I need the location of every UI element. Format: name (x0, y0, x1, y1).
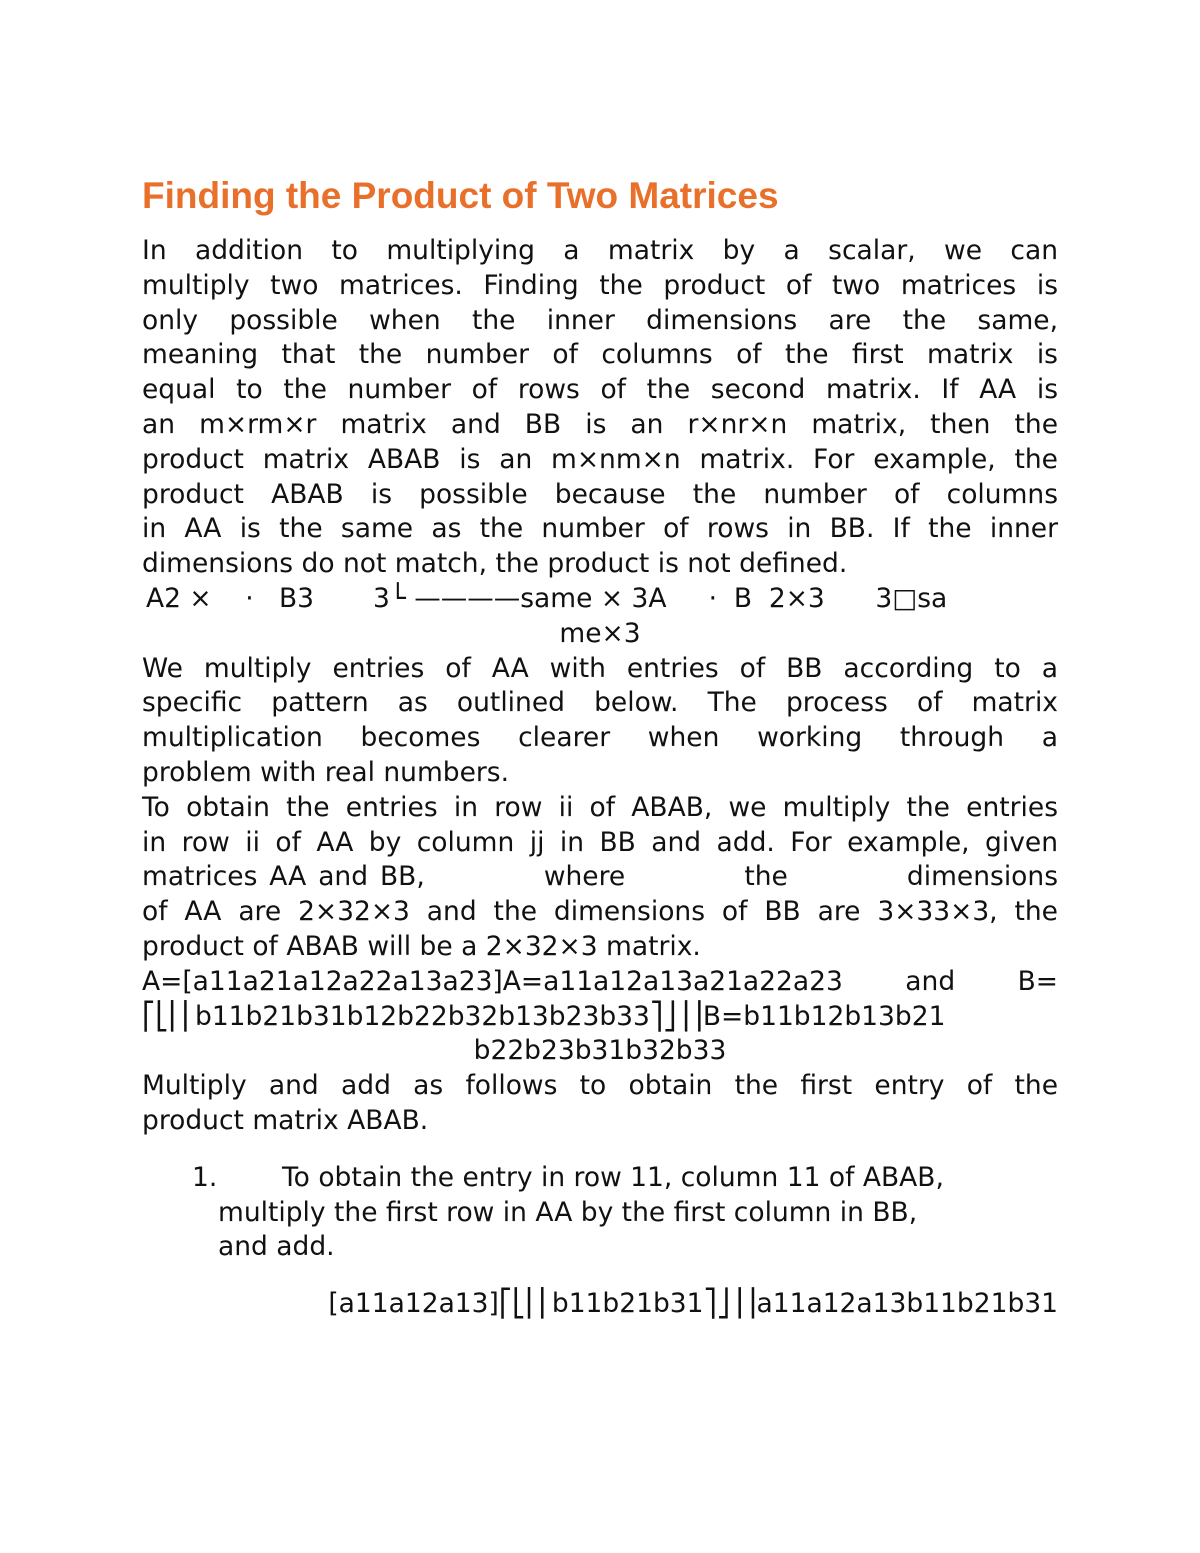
text-line: b22b23b31b32b33 (473, 1035, 727, 1067)
text-line: only possible when the inner dimensions are the same, (142, 304, 1058, 336)
text-line: product of ABAB will be a 2×32×3 matrix. (142, 930, 701, 962)
text-line: product matrix ABAB is an m×nm×n matrix. For example, the (142, 443, 1058, 475)
text-line: dimensions do not match, the product is not defined. (142, 548, 848, 580)
numbered-list (142, 1161, 1058, 1265)
text-line: in AA is the same as the number of rows in BB. If the inner (142, 513, 1058, 545)
text-line: Multiply and add as follows to obtain the first entry of the (142, 1070, 1058, 1102)
row-column-formula: [a11a12a13]⎡⎣⎢⎢b11b21b31⎤⎦⎥⎥a11a12a13b11b21b31 (328, 1288, 1058, 1320)
text-line: an m×rm×r matrix and BB is an r×nr×n matrix, then the (142, 408, 1058, 440)
text-line: In addition to multiplying a matrix by a scalar, we can (142, 235, 1058, 266)
document-page (142, 170, 1058, 1322)
multiply-paragraph (142, 1069, 1058, 1139)
intro-paragraph (142, 234, 1058, 582)
text-line: specific pattern as outlined below. The process of matrix (142, 687, 1058, 719)
text-line: A2 × · B3 3└ ————same × 3A · B 2×3 3□sa (146, 582, 948, 614)
text-line: To obtain the entries in row ii of ABAB, we multiply the entries (142, 791, 1058, 823)
text-line: in row ii of AA by column jj in BB and add. For example, given (142, 826, 1058, 858)
text-line: problem with real numbers. (142, 756, 510, 788)
list-number: 1. (192, 1161, 218, 1193)
list-text: To obtain the entry in row 11, column 11 of ABAB, (282, 1161, 944, 1193)
list-text: multiply the first row in AA by the first column in BB, (218, 1196, 918, 1228)
text-line: me×3 (559, 617, 641, 649)
text-line: of AA are 2×32×3 and the dimensions of BB are 3×33×3, the (142, 896, 1058, 928)
entries-paragraph (142, 791, 1058, 965)
page-title: Finding the Product of Two Matrices (142, 175, 779, 216)
text-line: ⎡⎣⎢⎢b11b21b31b12b22b32b13b23b33⎤⎦⎥⎥B=b11b12b13b21 (142, 1000, 946, 1032)
text-line: product matrix ABAB. (142, 1104, 429, 1136)
text-line: product ABAB is possible because the number of columns (142, 478, 1058, 510)
text-line: equal to the number of rows of the second matrix. If AA is (142, 374, 1058, 406)
text-line: A=[a11a21a12a22a13a23]A=a11a12a13a21a22a23 and B= (142, 965, 1058, 997)
pattern-paragraph (142, 652, 1058, 791)
dimension-diagram-text (142, 582, 1058, 652)
text-line: We multiply entries of AA with entries of BB according to a (142, 652, 1058, 684)
text-line: multiplication becomes clearer when working through a (142, 722, 1058, 754)
matrix-definitions (142, 965, 1058, 1069)
list-item (192, 1161, 1058, 1265)
text-line: meaning that the number of columns of the first matrix is (142, 339, 1058, 371)
list-text: and add. (218, 1231, 335, 1263)
text-line: matrices AA and BB, where the dimensions (142, 861, 1058, 893)
text-line: multiply two matrices. Finding the product of two matrices is (142, 269, 1058, 301)
